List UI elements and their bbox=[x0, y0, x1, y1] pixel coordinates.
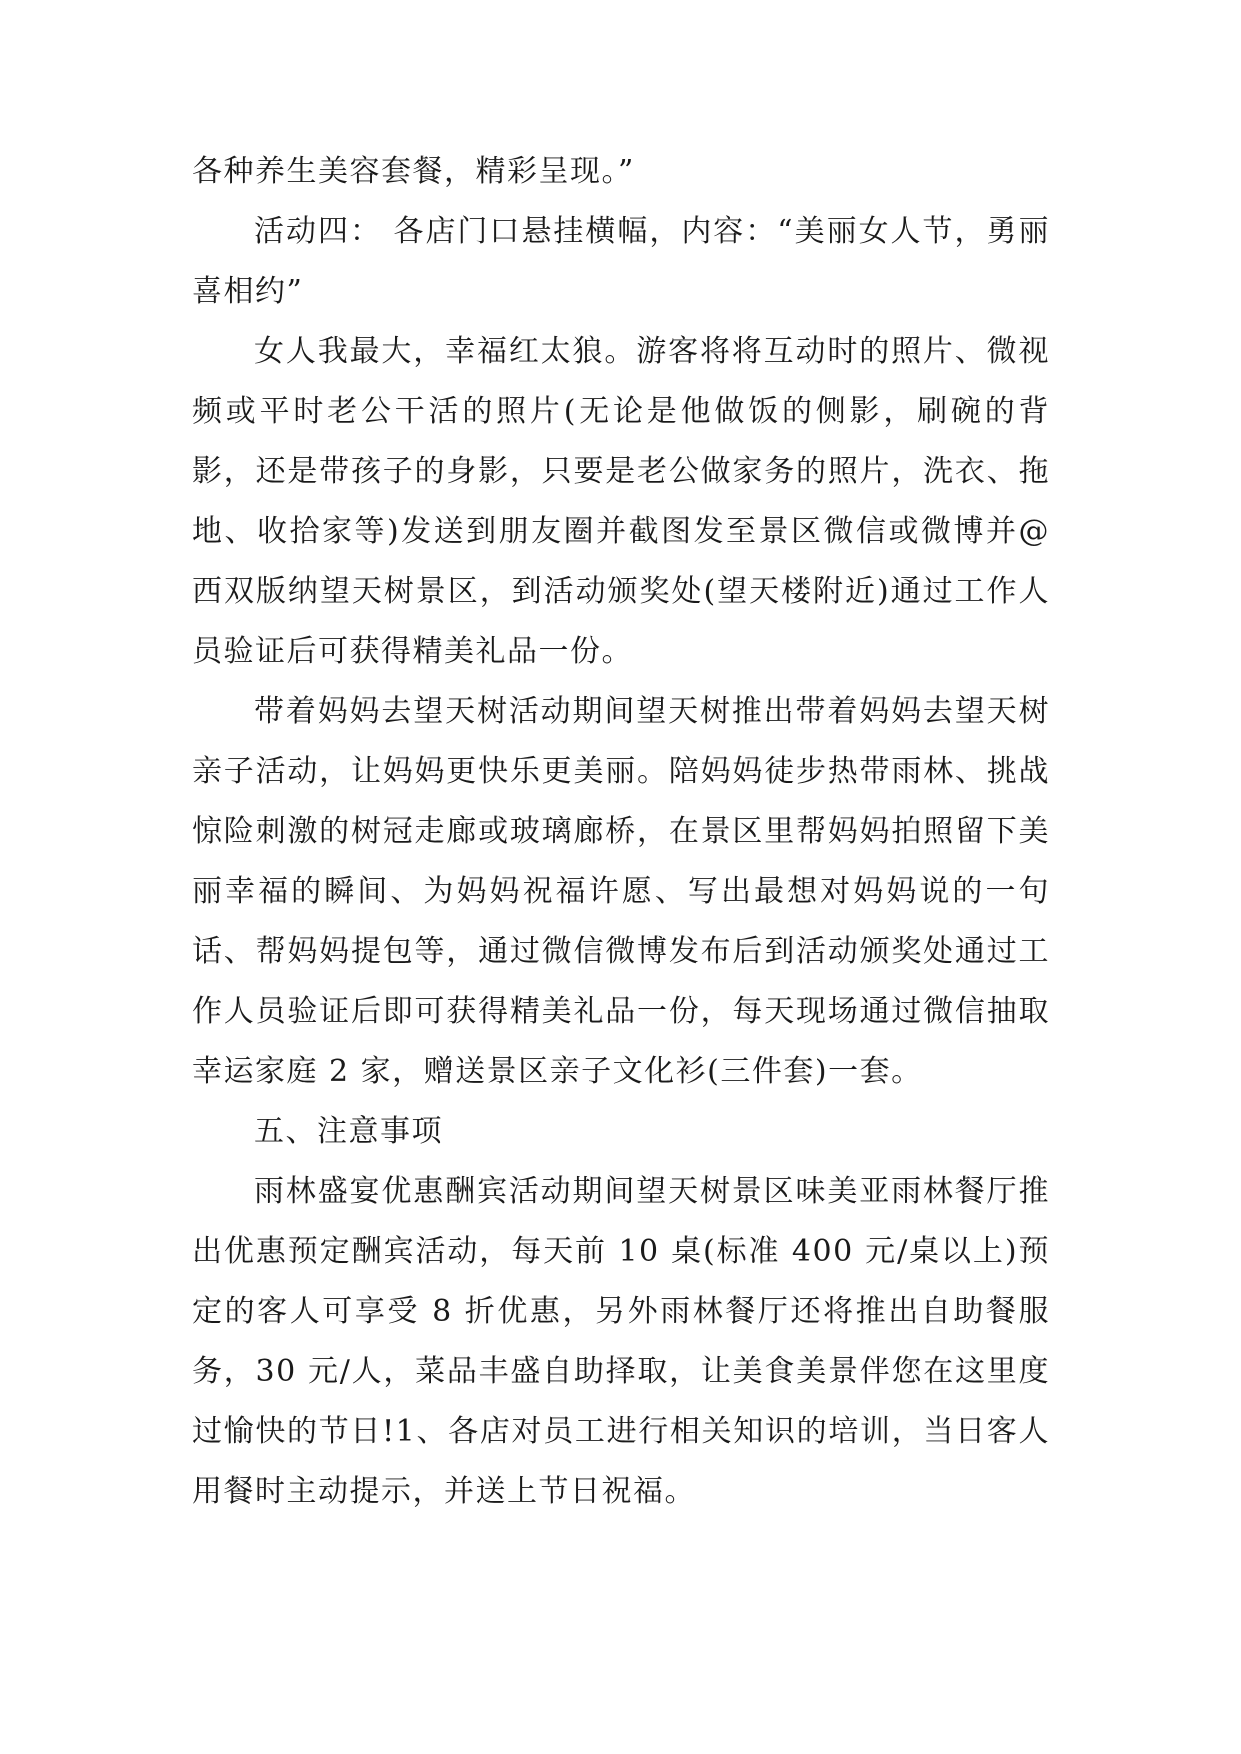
document-body bbox=[192, 142, 1050, 1522]
section-heading-notes: 五、注意事项 bbox=[254, 1114, 443, 1149]
paragraph-women-photo-activity: 女人我最大，幸福红太狼。游客将将互动时的照片、微视频或平时老公干活的照片(无论是他做饭的侧影，刷碗的背影，还是带孩子的身影，只要是老公做家务的照片，洗衣、拖地、收拾家等)发送到朋友圈并截图发至景区微信或微博并@西双版纳望天树景区，到活动颁奖处(望天楼附近)通过工作人员验证后可获得精美礼品一份。 bbox=[192, 334, 1050, 669]
paragraph-mother-activity: 带着妈妈去望天树活动期间望天树推出带着妈妈去望天树亲子活动，让妈妈更快乐更美丽。陪妈妈徒步热带雨林、挑战惊险刺激的树冠走廊或玻璃廊桥，在景区里帮妈妈拍照留下美丽幸福的瞬间、为妈妈祝福许愿、写出最想对妈妈说的一句话、帮妈妈提包等，通过微信微博发布后到活动颁奖处通过工作人员验证后即可获得精美礼品一份，每天现场通过微信抽取幸运家庭 2 家，赠送景区亲子文化衫(三件套)一套。 bbox=[192, 694, 1050, 1089]
paragraph-rainforest-feast: 雨林盛宴优惠酬宾活动期间望天树景区味美亚雨林餐厅推出优惠预定酬宾活动，每天前 10 桌(标准 400 元/桌以上)预定的客人可享受 8 折优惠，另外雨林餐厅还将推出自助餐服务，30 元/人，菜品丰盛自助择取，让美食美景伴您在这里度过愉快的节日!1、各店对员工进行相关知识的培训，当日客人用餐时主动提示，并送上节日祝福。 bbox=[192, 1174, 1050, 1509]
paragraph-activity-four: 活动四： 各店门口悬挂横幅，内容：“美丽女人节，勇丽喜相约” bbox=[192, 214, 1050, 309]
paragraph-continuation: 各种养生美容套餐，精彩呈现。” bbox=[192, 154, 635, 189]
